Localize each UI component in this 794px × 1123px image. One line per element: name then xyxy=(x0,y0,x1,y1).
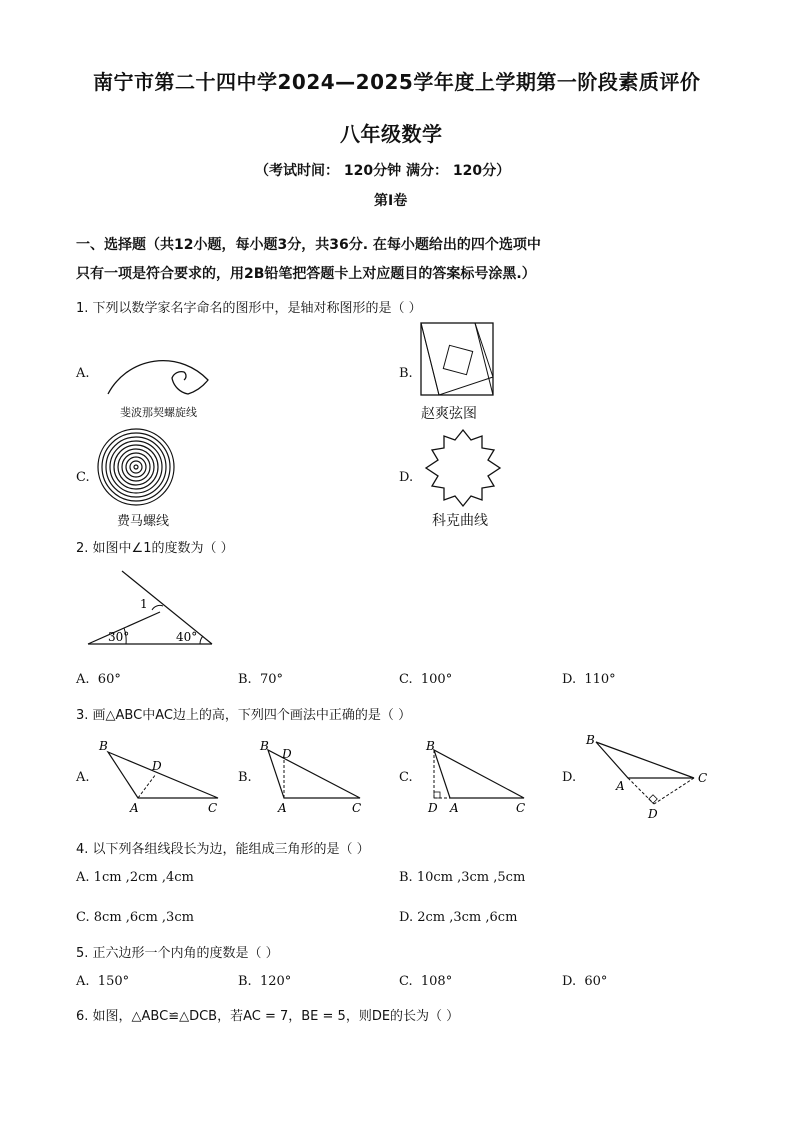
q5-option-c: C. 108° xyxy=(399,974,453,989)
section-instruction-line1: 一、选择题（共12小题，每小题3分，共36分. 在每小题给出的四个选项中 xyxy=(76,237,541,253)
q2-angle-1-label: 1 xyxy=(140,597,148,611)
q1-option-d-letter: D. xyxy=(399,470,414,485)
exam-info: （考试时间： 120分钟 满分： 120分） xyxy=(255,163,511,179)
q3-option-d-letter: D. xyxy=(562,770,577,785)
svg-text:A: A xyxy=(616,779,625,793)
question-3-stem: 3. 画△ABC中AC边上的高，下列四个画法中正确的是（ ） xyxy=(76,708,412,723)
q4-option-b: B. 10cm ,3cm ,5cm xyxy=(399,870,526,885)
q3-figure-a xyxy=(94,734,224,818)
koch-curve-figure xyxy=(418,428,508,508)
q2-option-a: A. 60° xyxy=(76,672,121,687)
q1-option-d-caption: 科克曲线 xyxy=(432,513,488,529)
svg-text:B: B xyxy=(586,733,595,747)
svg-text:D: D xyxy=(428,801,438,815)
zhaoshuang-diagram-figure xyxy=(420,322,496,398)
q4-option-d: D. 2cm ,3cm ,6cm xyxy=(399,910,518,925)
q1-option-b-caption: 赵爽弦图 xyxy=(421,406,477,422)
question-1-stem: 1. 下列以数学家名字命名的图形中，是轴对称图形的是（ ） xyxy=(76,301,422,316)
svg-text:B: B xyxy=(426,739,435,753)
q2-angle-40-label: 40° xyxy=(176,630,198,644)
page-title: 南宁市第二十四中学2024—2025学年度上学期第一阶段素质评价 xyxy=(93,70,701,94)
q3-figure-b xyxy=(256,734,376,818)
question-2-figure xyxy=(80,566,220,650)
svg-text:D: D xyxy=(282,747,292,761)
svg-text:C: C xyxy=(698,771,708,785)
q3-option-c-letter: C. xyxy=(399,770,413,785)
q5-option-a: A. 150° xyxy=(76,974,130,989)
q2-option-b: B. 70° xyxy=(238,672,283,687)
q4-option-a: A. 1cm ,2cm ,4cm xyxy=(76,870,194,885)
q2-option-c: C. 100° xyxy=(399,672,453,687)
fibonacci-spiral-figure xyxy=(96,322,216,402)
fermat-spiral-figure xyxy=(96,427,176,507)
svg-text:D: D xyxy=(152,759,162,773)
svg-text:A: A xyxy=(130,801,139,815)
q1-option-a-caption: 斐波那契螺旋线 xyxy=(120,406,197,419)
q5-option-b: B. 120° xyxy=(238,974,292,989)
svg-text:A: A xyxy=(450,801,459,815)
question-2-stem: 2. 如图中∠1的度数为（ ） xyxy=(76,541,234,556)
q1-option-c-letter: C. xyxy=(76,470,90,485)
q1-option-b-letter: B. xyxy=(399,366,413,381)
q2-angle-30-label: 30° xyxy=(108,630,130,644)
svg-text:C: C xyxy=(516,801,526,815)
question-6-stem: 6. 如图，△ABC≌△DCB，若AC = 7，BE = 5，则DE的长为（ ） xyxy=(76,1009,460,1024)
svg-text:C: C xyxy=(208,801,218,815)
volume-label: 第Ⅰ卷 xyxy=(374,193,408,209)
q2-option-d: D. 110° xyxy=(562,672,616,687)
question-4-stem: 4. 以下列各组线段长为边，能组成三角形的是（ ） xyxy=(76,842,370,857)
q5-option-d: D. 60° xyxy=(562,974,608,989)
q3-figure-c xyxy=(420,734,540,818)
svg-text:B: B xyxy=(260,739,269,753)
q3-figure-d xyxy=(582,730,722,822)
section-instruction-line2: 只有一项是符合要求的，用2B铅笔把答题卡上对应题目的答案标号涂黑.） xyxy=(76,266,536,282)
q1-option-a-letter: A. xyxy=(76,366,90,381)
question-5-stem: 5. 正六边形一个内角的度数是（ ） xyxy=(76,946,279,961)
q4-option-c: C. 8cm ,6cm ,3cm xyxy=(76,910,194,925)
svg-text:C: C xyxy=(352,801,362,815)
svg-text:B: B xyxy=(99,739,108,753)
q3-option-a-letter: A. xyxy=(76,770,90,785)
q3-option-b-letter: B. xyxy=(238,770,252,785)
q1-option-c-caption: 费马螺线 xyxy=(117,514,170,529)
subject-title: 八年级数学 xyxy=(340,122,443,146)
svg-text:A: A xyxy=(278,801,287,815)
svg-text:D: D xyxy=(648,807,658,821)
